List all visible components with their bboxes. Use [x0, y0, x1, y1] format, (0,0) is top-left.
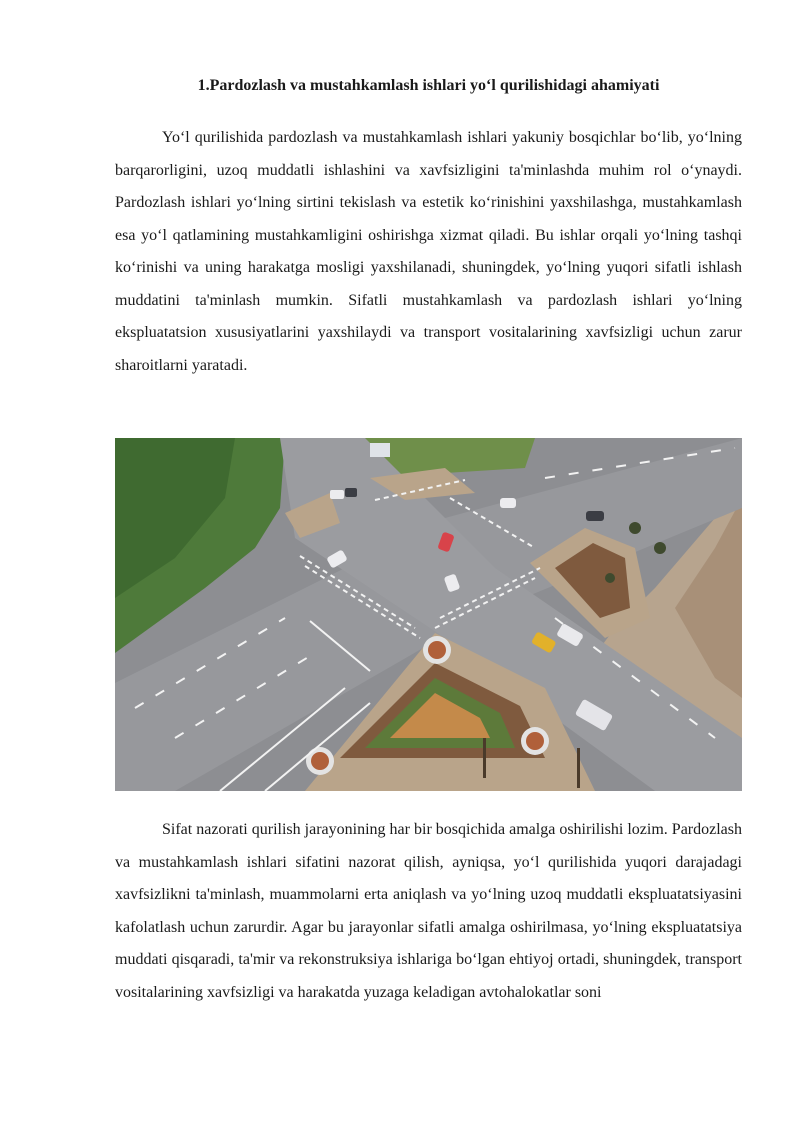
paragraph-quality-control: Sifat nazorati qurilish jarayonining har bir bosqichida amalga oshirilishi lozim. Pardozlash va mustahkamlash ishlari sifatini nazorat qilish, ayniqsa, yo‘l qurilishida yuqori darajadagi xavfsizlikni ta'minlash, muammolarni erta aniqlash va yo‘lning uzoq muddatli ekspluatatsiyasini kafolatlash uchun zarurdir. Agar bu jarayonlar sifatli amalga oshirilmasa, yo‘lning ekspluatatsiya muddati qisqaradi, ta'mir va rekonstruksiya ishlariga bo‘lgan ehtiyoj ortadi, shuningdek, transport vositalarining xavfsizligi va harakatda yuzaga keladigan avtohalokatlar soni [115, 821, 742, 1001]
paragraph-intro: Yo‘l qurilishida pardozlash va mustahkamlash ishlari yakuniy bosqichlar bo‘lib, yo‘lning barqarorligini, uzoq muddatli ishlashini va xavfsizligini ta'minlashda muhim rol o‘ynaydi. Pardozlash ishlari yo‘lning sirtini tekislash va estetik ko‘rinishini yaxshilashga, mustahkamlash esa yo‘l qatlamining mustahkamligini oshirishga xizmat qiladi. Bu ishlar orqali yo‘lning tashqi ko‘rinishi va uning harakatga mosligi yaxshilanadi, shuningdek, yo‘lning yuqori sifatli ishlash muddatini ta'minlash mumkin. Sifatli mustahkamlash va pardozlash ishlari yo‘lning ekspluatatsion xususiyatlarini yaxshilaydi va transport vositalarining xavfsizligi uchun zarur sharoitlarni yaratadi. [115, 129, 742, 374]
section-heading: 1.Pardozlash va mustahkamlash ishlari yo‘l qurilishidagi ahamiyati [197, 77, 660, 94]
intersection-aerial-photo [115, 438, 742, 791]
car-white-5 [500, 498, 516, 508]
car-dark [586, 511, 604, 521]
